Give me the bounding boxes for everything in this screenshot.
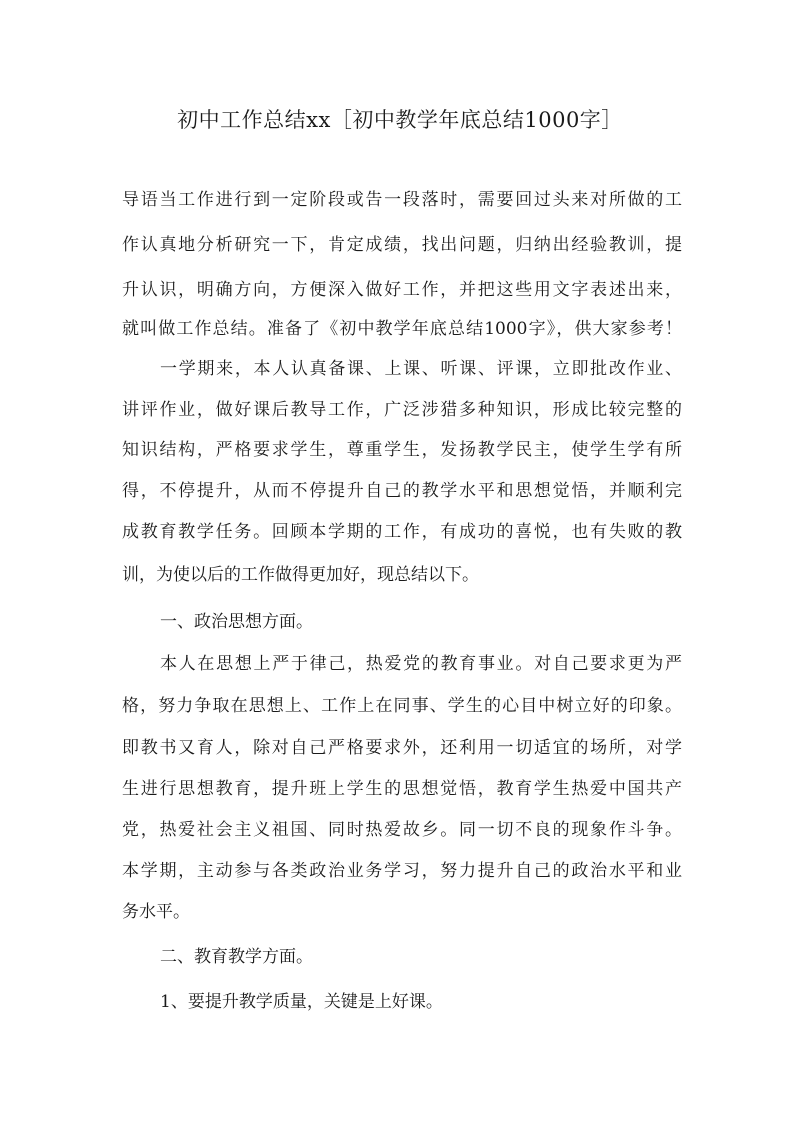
paragraph-line: 得，不停提升，从而不停提升自己的教学水平和思想觉悟，并顺利完 [122,481,682,501]
paragraph-line: 就叫做工作总结。准备了《初中教学年底总结1000字》，供大家参考！ [122,319,682,339]
paragraph-line: 讲评作业，做好课后教导工作，广泛涉猎多种知识，形成比较完整的 [122,400,682,420]
paragraph-line: 升认识，明确方向，方便深入做好工作，并把这些用文字表述出来， [122,280,682,300]
paragraph-line: 成教育教学任务。回顾本学期的工作，有成功的喜悦，也有失败的教 [122,522,682,542]
paragraph-line: 作认真地分析研究一下，肯定成绩，找出问题，归纳出经验教训，提 [122,235,682,255]
paragraph-line: 知识结构，严格要求学生，尊重学生，发扬教学民主，使学生学有所 [122,440,682,460]
section-heading: 一、政治思想方面。 [160,612,313,632]
paragraph-line: 一学期来，本人认真备课、上课、听课、评课，立即批改作业、 [160,359,682,379]
document-title: 初中工作总结xx［初中教学年底总结1000字］ [177,108,623,132]
paragraph-line: 导语当工作进行到一定阶段或告一段落时，需要回过头来对所做的工 [122,190,682,210]
paragraph-line: 格，努力争取在思想上、工作上在同事、学生的心目中树立好的印象。 [122,696,682,716]
paragraph-line: 党，热爱社会主义祖国、同时热爱故乡。同一切不良的现象作斗争。 [122,820,682,840]
paragraph-line: 本人在思想上严于律己，热爱党的教育事业。对自己要求更为严 [160,654,682,674]
subsection-heading: 1、要提升教学质量，关键是上好课。 [160,992,443,1012]
paragraph-line: 生进行思想教育，提升班上学生的思想觉悟，教育学生热爱中国共产 [122,779,682,799]
paragraph-line: 即教书又育人，除对自己严格要求外，还利用一切适宜的场所，对学 [122,738,682,758]
paragraph-line: 本学期，主动参与各类政治业务学习，努力提升自己的政治水平和业 [122,861,682,881]
paragraph-line: 务水平。 [122,902,190,922]
paragraph-line: 训，为使以后的工作做得更加好，现总结以下。 [122,565,479,585]
section-heading: 二、教育教学方面。 [160,947,313,967]
